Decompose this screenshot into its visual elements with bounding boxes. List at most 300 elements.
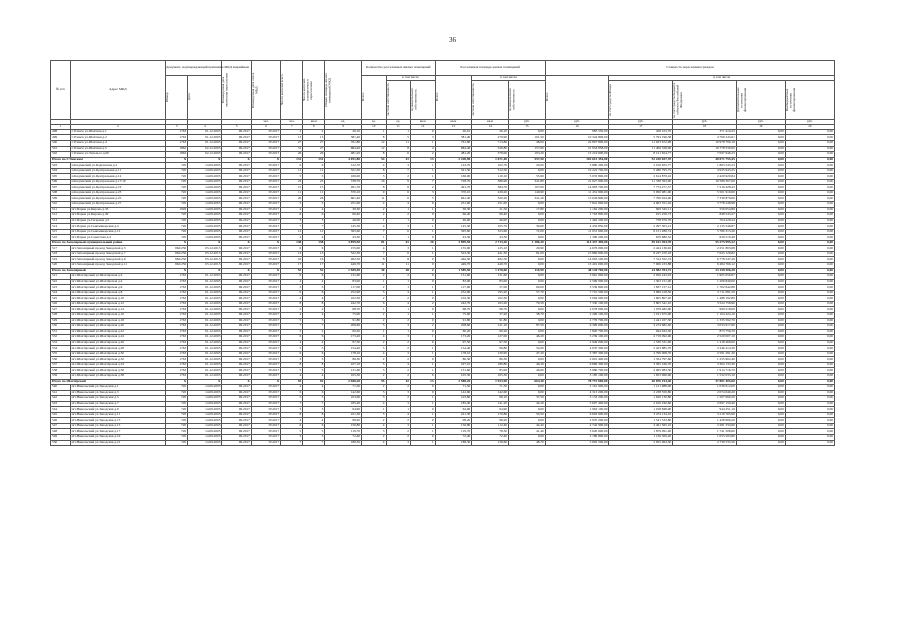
- table-cell: 518: [51, 251, 71, 257]
- table-cell: 105,30: [472, 373, 509, 379]
- table-cell: 1 078 482,00: [609, 307, 673, 313]
- table-cell: 0,00: [736, 423, 785, 429]
- table-cell: 5: [303, 174, 325, 180]
- table-cell: 14.09.2005: [188, 190, 222, 196]
- table-cell: 4: [281, 373, 303, 379]
- table-cell: 6: [303, 423, 325, 429]
- table-cell: 195,20: [472, 290, 509, 296]
- table-cell: 79,50: [508, 301, 545, 307]
- table-cell: IV.2017: [251, 235, 280, 241]
- table-cell: 511: [51, 207, 71, 213]
- table-cell: 539: [51, 373, 71, 379]
- table-cell: III.2017: [222, 324, 251, 330]
- table-cell: 01.12.2003: [188, 285, 222, 291]
- column-number-cell: 5: [222, 124, 251, 129]
- table-cell: 0,00: [736, 179, 785, 185]
- table-cell: 6: [281, 351, 303, 357]
- table-cell: 0,00: [785, 174, 834, 180]
- table-cell: пгт.Шахтёрский ул.Шахтёрская д.4: [70, 279, 166, 285]
- table-cell: 2 078 000,00: [545, 307, 609, 313]
- table-cell: 154,40: [325, 346, 362, 352]
- table-cell: 64,90: [435, 407, 472, 413]
- table-cell: 449,70: [435, 263, 472, 269]
- table-cell: 0,00: [736, 412, 785, 418]
- table-cell: 1763: [166, 351, 188, 357]
- table-cell: 1763: [166, 346, 188, 352]
- table-cell: 29,90: [508, 246, 545, 252]
- table-cell: 1: [362, 218, 386, 224]
- table-cell: III.2017: [222, 207, 251, 213]
- table-cell: 0,00: [785, 135, 834, 141]
- table-cell: 4: [362, 224, 386, 230]
- table-cell: 0,00: [508, 279, 545, 285]
- table-cell: 3 880 200,00: [545, 163, 609, 169]
- table-cell: пгт.Никольский ул.Заводская д.7: [70, 401, 166, 407]
- table-cell: 60,20: [472, 329, 509, 335]
- table-cell: 0: [410, 274, 435, 280]
- table-cell: 519: [51, 257, 71, 263]
- table-cell: 38,70: [508, 312, 545, 318]
- table-cell: 0,00: [785, 368, 834, 374]
- table-cell: IV.2017: [251, 168, 280, 174]
- table-cell: 5 035 800,00: [545, 174, 609, 180]
- table-cell: 1: [386, 279, 410, 285]
- table-cell: 536: [51, 357, 71, 363]
- table-cell: 1: [362, 279, 386, 285]
- table-cell: 530: [51, 324, 71, 330]
- table-cell: 720: [166, 418, 188, 424]
- table-cell: 510: [51, 202, 71, 208]
- table-cell: 7 006 233,88: [609, 263, 673, 269]
- table-cell: 2 461 565,10: [609, 423, 673, 429]
- table-cell: 60,20: [435, 329, 472, 335]
- table-cell: 0,00: [785, 351, 834, 357]
- table-cell: 0,00: [508, 218, 545, 224]
- table-cell: 2: [386, 396, 410, 402]
- column-number-cell: 18: [673, 124, 737, 129]
- table-cell: 14.09.2005: [188, 202, 222, 208]
- table-cell: 114 437 490,00: [545, 240, 609, 246]
- table-cell: 2: [362, 285, 386, 291]
- table-cell: 0,00: [785, 235, 834, 241]
- table-cell: 848 543,27: [673, 213, 737, 219]
- column-number-cell: 2: [70, 124, 166, 129]
- table-cell: 1763: [166, 129, 188, 135]
- table-cell: 4: [303, 235, 325, 241]
- table-cell: 185,40: [325, 401, 362, 407]
- table-cell: 121,10: [472, 324, 509, 330]
- table-cell: 535: [51, 351, 71, 357]
- table-cell: 0,00: [785, 196, 834, 202]
- table-cell: 55,90: [508, 174, 545, 180]
- table-cell: 39,30: [435, 207, 472, 213]
- table-cell: пгт.Шахтёрский ул.Шахтёрская д.26: [70, 340, 166, 346]
- table-cell: 1763: [166, 285, 188, 291]
- table-cell: 72,40: [472, 434, 509, 440]
- table-cell: 0,00: [736, 235, 785, 241]
- table-cell: 1 306 200,00: [545, 235, 609, 241]
- header-doc-number: Номер: [165, 92, 170, 103]
- table-cell: 0,00: [736, 329, 785, 335]
- table-cell: IV.2017: [251, 263, 280, 269]
- table-cell: 1: [386, 218, 410, 224]
- table-cell: III.2017: [222, 429, 251, 435]
- table-cell: пгт.Шахтёрский ул.Шахтёрская д.20: [70, 324, 166, 330]
- table-cell: X: [251, 379, 280, 385]
- table-cell: 7 774 271,57: [609, 185, 673, 191]
- header-area-total: Всего: [434, 93, 439, 102]
- table-cell: 0,00: [736, 224, 785, 230]
- table-cell: 1: [386, 407, 410, 413]
- table-cell: 14 093 100,00: [545, 257, 609, 263]
- table-cell: 720: [166, 179, 188, 185]
- table-cell: 0,00: [785, 240, 834, 246]
- table-cell: 24 982 393,72: [609, 268, 673, 274]
- table-cell: 4: [386, 301, 410, 307]
- table-cell: 01.12.2003: [188, 129, 222, 135]
- table-cell: 5: [303, 318, 325, 324]
- table-cell: III.2017: [222, 274, 251, 280]
- table-cell: 0: [410, 407, 435, 413]
- table-cell: 1763: [166, 135, 188, 141]
- table-cell: 5 286 795,75: [609, 168, 673, 174]
- table-cell: 0,00: [736, 268, 785, 274]
- table-cell: 0,00: [785, 329, 834, 335]
- table-cell: 71,50: [325, 385, 362, 391]
- table-cell: 516: [51, 235, 71, 241]
- table-cell: 13: [410, 379, 435, 385]
- table-cell: III.2017: [222, 246, 251, 252]
- table-cell: 1 418 469,00: [673, 340, 737, 346]
- header-planned-relocation: Планируемая дата окончания переселения: [221, 72, 230, 107]
- table-cell: 0,00: [736, 157, 785, 163]
- table-cell: 11: [281, 190, 303, 196]
- table-cell: 0,00: [508, 407, 545, 413]
- table-cell: 517: [51, 246, 71, 252]
- table-cell: IV.2017: [251, 385, 280, 391]
- table-cell: пгт.Шахтёрский ул.Шахтёрская д.34: [70, 362, 166, 368]
- table-cell: пгт.Никольский ул.Заводская д.3: [70, 390, 166, 396]
- table-cell: 01.12.2003: [188, 351, 222, 357]
- table-cell: 2: [386, 434, 410, 440]
- unit-cell: руб.: [609, 119, 673, 124]
- table-cell: 0,00: [508, 257, 545, 263]
- table-cell: 2 016 655,77: [609, 163, 673, 169]
- table-cell: 1763: [166, 274, 188, 280]
- table-cell: 01.12.2003: [188, 324, 222, 330]
- table-cell: 8: [362, 135, 386, 141]
- table-cell: 684,40: [325, 146, 362, 152]
- table-cell: 4: [281, 279, 303, 285]
- table-cell: III.2017: [222, 129, 251, 135]
- table-cell: 720: [166, 174, 188, 180]
- table-cell: 8: [362, 168, 386, 174]
- table-cell: 31: [281, 146, 303, 152]
- table-cell: 1: [410, 412, 435, 418]
- table-cell: 11 406 328,00: [609, 146, 673, 152]
- table-cell: 44,40: [508, 423, 545, 429]
- table-cell: 26: [303, 152, 325, 158]
- table-cell: X: [222, 157, 251, 163]
- table-cell: 522: [51, 279, 71, 285]
- table-cell: 7: [303, 440, 325, 446]
- table-cell: Итого по Шахтёрский: [51, 379, 166, 385]
- table-cell: 0,00: [785, 279, 834, 285]
- table-cell: 251,00: [325, 202, 362, 208]
- table-cell: 5 780 313,26: [673, 229, 737, 235]
- table-cell: 86,30: [325, 357, 362, 363]
- table-cell: 37 881 405,60: [673, 379, 737, 385]
- header-cost-group: Стоимость переселения граждан: [545, 61, 834, 76]
- table-cell: пгт.Никольский ул.Заводская д.17: [70, 429, 166, 435]
- table-cell: 0,00: [736, 434, 785, 440]
- table-cell: 2 420 920,84: [673, 174, 737, 180]
- table-cell: III.2017: [222, 307, 251, 313]
- table-cell: 1 191 675,90: [609, 312, 673, 318]
- table-cell: 251,00: [435, 202, 472, 208]
- table-cell: 1 255 602,40: [673, 357, 737, 363]
- table-cell: 1862: [166, 146, 188, 152]
- table-cell: 1 905 656,97: [673, 274, 737, 280]
- table-cell: 371 410,25: [673, 129, 737, 135]
- table-cell: 6: [281, 335, 303, 341]
- table-cell: 395,60: [435, 229, 472, 235]
- table-cell: 2 520 007,10: [673, 335, 737, 341]
- table-cell: 97,50: [325, 340, 362, 346]
- table-cell: 1: [386, 129, 410, 135]
- header-total-area: Общая площадь жилых помещений МКД: [324, 72, 332, 107]
- table-cell: IV.2017: [251, 129, 280, 135]
- table-cell: 5 794 196,38: [609, 135, 673, 141]
- table-cell: 2: [362, 434, 386, 440]
- table-cell: 321,50: [325, 168, 362, 174]
- table-cell: 2: [386, 373, 410, 379]
- table-cell: 130,90: [472, 351, 509, 357]
- table-cell: 20: [410, 240, 435, 246]
- table-cell: 395,60: [325, 229, 362, 235]
- table-cell: 1: [410, 163, 435, 169]
- table-cell: 0,00: [736, 207, 785, 213]
- table-cell: пгт.Шахтёрский ул.Шахтёрская д.8: [70, 290, 166, 296]
- table-cell: 5: [281, 346, 303, 352]
- table-cell: 0,00: [785, 129, 834, 135]
- table-cell: пгт.Шахтёрский ул.Шахтёрская д.6: [70, 285, 166, 291]
- table-cell: 2: [303, 329, 325, 335]
- table-cell: 14.09.2005: [188, 163, 222, 169]
- table-cell: 2 591 291,30: [673, 351, 737, 357]
- table-cell: 5: [303, 346, 325, 352]
- table-cell: 01.12.2003: [188, 135, 222, 141]
- table-cell: 64,90: [325, 407, 362, 413]
- table-cell: 384,70: [472, 185, 509, 191]
- table-cell: 0: [410, 357, 435, 363]
- table-cell: пгт.Парма ул.Сыктывкарская д.4: [70, 224, 166, 230]
- table-cell: 6: [386, 152, 410, 158]
- table-cell: 4: [303, 418, 325, 424]
- table-cell: 0,00: [785, 296, 834, 302]
- table-cell: 2: [362, 373, 386, 379]
- table-cell: 50,50: [508, 412, 545, 418]
- table-cell: III.2017: [222, 290, 251, 296]
- table-cell: 14.09.2005: [188, 213, 222, 219]
- table-cell: 728,70: [325, 179, 362, 185]
- table-cell: 7: [410, 179, 435, 185]
- table-cell: 5 607 400,00: [545, 401, 609, 407]
- table-cell: 4 313 200,00: [545, 390, 609, 396]
- table-cell: 5: [303, 368, 325, 374]
- table-cell: 0,00: [736, 240, 785, 246]
- table-cell: 13: [303, 251, 325, 257]
- table-cell: X: [188, 379, 222, 385]
- table-cell: III.2017: [222, 351, 251, 357]
- table-cell: 0,00: [736, 418, 785, 424]
- table-cell: 7: [362, 229, 386, 235]
- table-cell: 3: [303, 218, 325, 224]
- table-cell: 7: [303, 401, 325, 407]
- table-cell: пгт.Шахтёрский ул.Шахтёрская д.10: [70, 296, 166, 302]
- table-cell: 11: [303, 190, 325, 196]
- table-cell: 524: [51, 290, 71, 296]
- table-cell: 75,90: [435, 312, 472, 318]
- table-cell: 1 589,50: [325, 268, 362, 274]
- table-cell: 0: [410, 307, 435, 313]
- table-cell: 5 239 100,00: [545, 335, 609, 341]
- table-cell: 97,50: [472, 340, 509, 346]
- table-cell: 21,50: [472, 207, 509, 213]
- table-cell: 449,70: [472, 263, 509, 269]
- table-cell: 3: [303, 357, 325, 363]
- table-cell: 0,00: [736, 301, 785, 307]
- table-cell: 61: [386, 240, 410, 246]
- table-cell: IV.2017: [251, 390, 280, 396]
- table-cell: III.2017: [222, 329, 251, 335]
- table-cell: III.2017: [222, 434, 251, 440]
- table-cell: 1763: [166, 279, 188, 285]
- table-cell: 323,60: [472, 229, 509, 235]
- table-cell: 6: [303, 274, 325, 280]
- table-cell: III.2017: [222, 396, 251, 402]
- table-cell: 7 339 876,00: [673, 196, 737, 202]
- table-cell: 0: [410, 434, 435, 440]
- table-cell: пгт.Заполярный проезд Заводской д.11: [70, 263, 166, 269]
- table-cell: 156,80: [325, 423, 362, 429]
- table-cell: 1: [362, 407, 386, 413]
- table-cell: 3 539 800,00: [545, 285, 609, 291]
- table-cell: 5: [303, 396, 325, 402]
- table-cell: 312,50: [472, 168, 509, 174]
- table-cell: III.2017: [222, 362, 251, 368]
- table-cell: IV.2017: [251, 285, 280, 291]
- table-cell: IV.2017: [251, 335, 280, 341]
- column-number-cell: 13: [435, 124, 472, 129]
- column-number-cell: 12: [410, 124, 435, 129]
- table-cell: 01.12.2003: [188, 357, 222, 363]
- table-cell: г.Усинск ул.Шахтная д.4: [70, 141, 166, 147]
- table-cell: 71,50: [472, 385, 509, 391]
- table-cell: 0,00: [785, 163, 834, 169]
- table-cell: 3 999 418,50: [609, 290, 673, 296]
- table-cell: 60,20: [325, 329, 362, 335]
- table-cell: 0,00: [508, 385, 545, 391]
- table-cell: 0,00: [736, 346, 785, 352]
- table-cell: 16: [362, 179, 386, 185]
- table-cell: 1: [410, 368, 435, 374]
- table-cell: III.2017: [222, 179, 251, 185]
- table-cell: 13: [281, 251, 303, 257]
- table-cell: 1: [410, 285, 435, 291]
- table-cell: 102,70: [472, 163, 509, 169]
- table-cell: 0,00: [785, 274, 834, 280]
- table-cell: 0,00: [736, 351, 785, 357]
- table-cell: 462,50: [325, 257, 362, 263]
- table-cell: 720: [166, 224, 188, 230]
- table-cell: 0,00: [736, 318, 785, 324]
- table-cell: 15: [281, 185, 303, 191]
- table-cell: 1 507 069,20: [673, 396, 737, 402]
- table-cell: 544: [51, 407, 71, 413]
- table-cell: 0,00: [508, 263, 545, 269]
- table-cell: 505: [51, 174, 71, 180]
- table-cell: III.2017: [222, 296, 251, 302]
- header-row-number: № п/п: [51, 61, 71, 120]
- table-cell: 52: [303, 268, 325, 274]
- table-cell: IV.2017: [251, 346, 280, 352]
- table-cell: 2 065 983,30: [609, 368, 673, 374]
- table-cell: 2 423 885,70: [609, 346, 673, 352]
- table-cell: 68,70: [472, 307, 509, 313]
- table-cell: 6: [281, 274, 303, 280]
- table-cell: 48 071 755,45: [673, 157, 737, 163]
- table-cell: 0: [410, 329, 435, 335]
- table-cell: 2: [386, 357, 410, 363]
- table-cell: 46,00: [435, 218, 472, 224]
- table-cell: 4: [281, 235, 303, 241]
- table-cell: 6: [303, 246, 325, 252]
- table-cell: III.2017: [222, 418, 251, 424]
- table-cell: 1 837 157,12: [609, 285, 673, 291]
- table-cell: 14.09.2005: [188, 235, 222, 241]
- table-cell: 8: [386, 257, 410, 263]
- table-cell: 3: [362, 429, 386, 435]
- table-cell: 1 589,50: [435, 268, 472, 274]
- table-cell: 0,00: [736, 340, 785, 346]
- table-cell: 7 841 600,00: [545, 202, 609, 208]
- table-cell: 1: [410, 423, 435, 429]
- table-cell: 0,00: [736, 373, 785, 379]
- table-cell: 556 654,89: [673, 207, 737, 213]
- table-cell: 1763: [166, 307, 188, 313]
- table-cell: 386,90: [472, 179, 509, 185]
- table-cell: 542: [51, 396, 71, 402]
- table-cell: 1 428 666,20: [673, 418, 737, 424]
- table-cell: 185,40: [435, 401, 472, 407]
- table-cell: 91,80: [472, 318, 509, 324]
- header-planned-demolition: Планируемая дата сноса МКД: [250, 72, 259, 108]
- table-cell: 0,00: [785, 246, 834, 252]
- table-cell: 4: [386, 290, 410, 296]
- table-cell: 0,00: [736, 141, 785, 147]
- table-cell: 3: [362, 390, 386, 396]
- table-cell: 4: [362, 440, 386, 446]
- table-cell: 520: [51, 263, 71, 269]
- table-cell: 81: [362, 240, 386, 246]
- table-cell: 03.12.2013: [188, 257, 222, 263]
- table-cell: 0,00: [736, 246, 785, 252]
- table-cell: 01.12.2003: [188, 141, 222, 147]
- table-cell: 4 670 300,00: [545, 346, 609, 352]
- table-cell: 8: [362, 152, 386, 158]
- table-cell: 2: [362, 207, 386, 213]
